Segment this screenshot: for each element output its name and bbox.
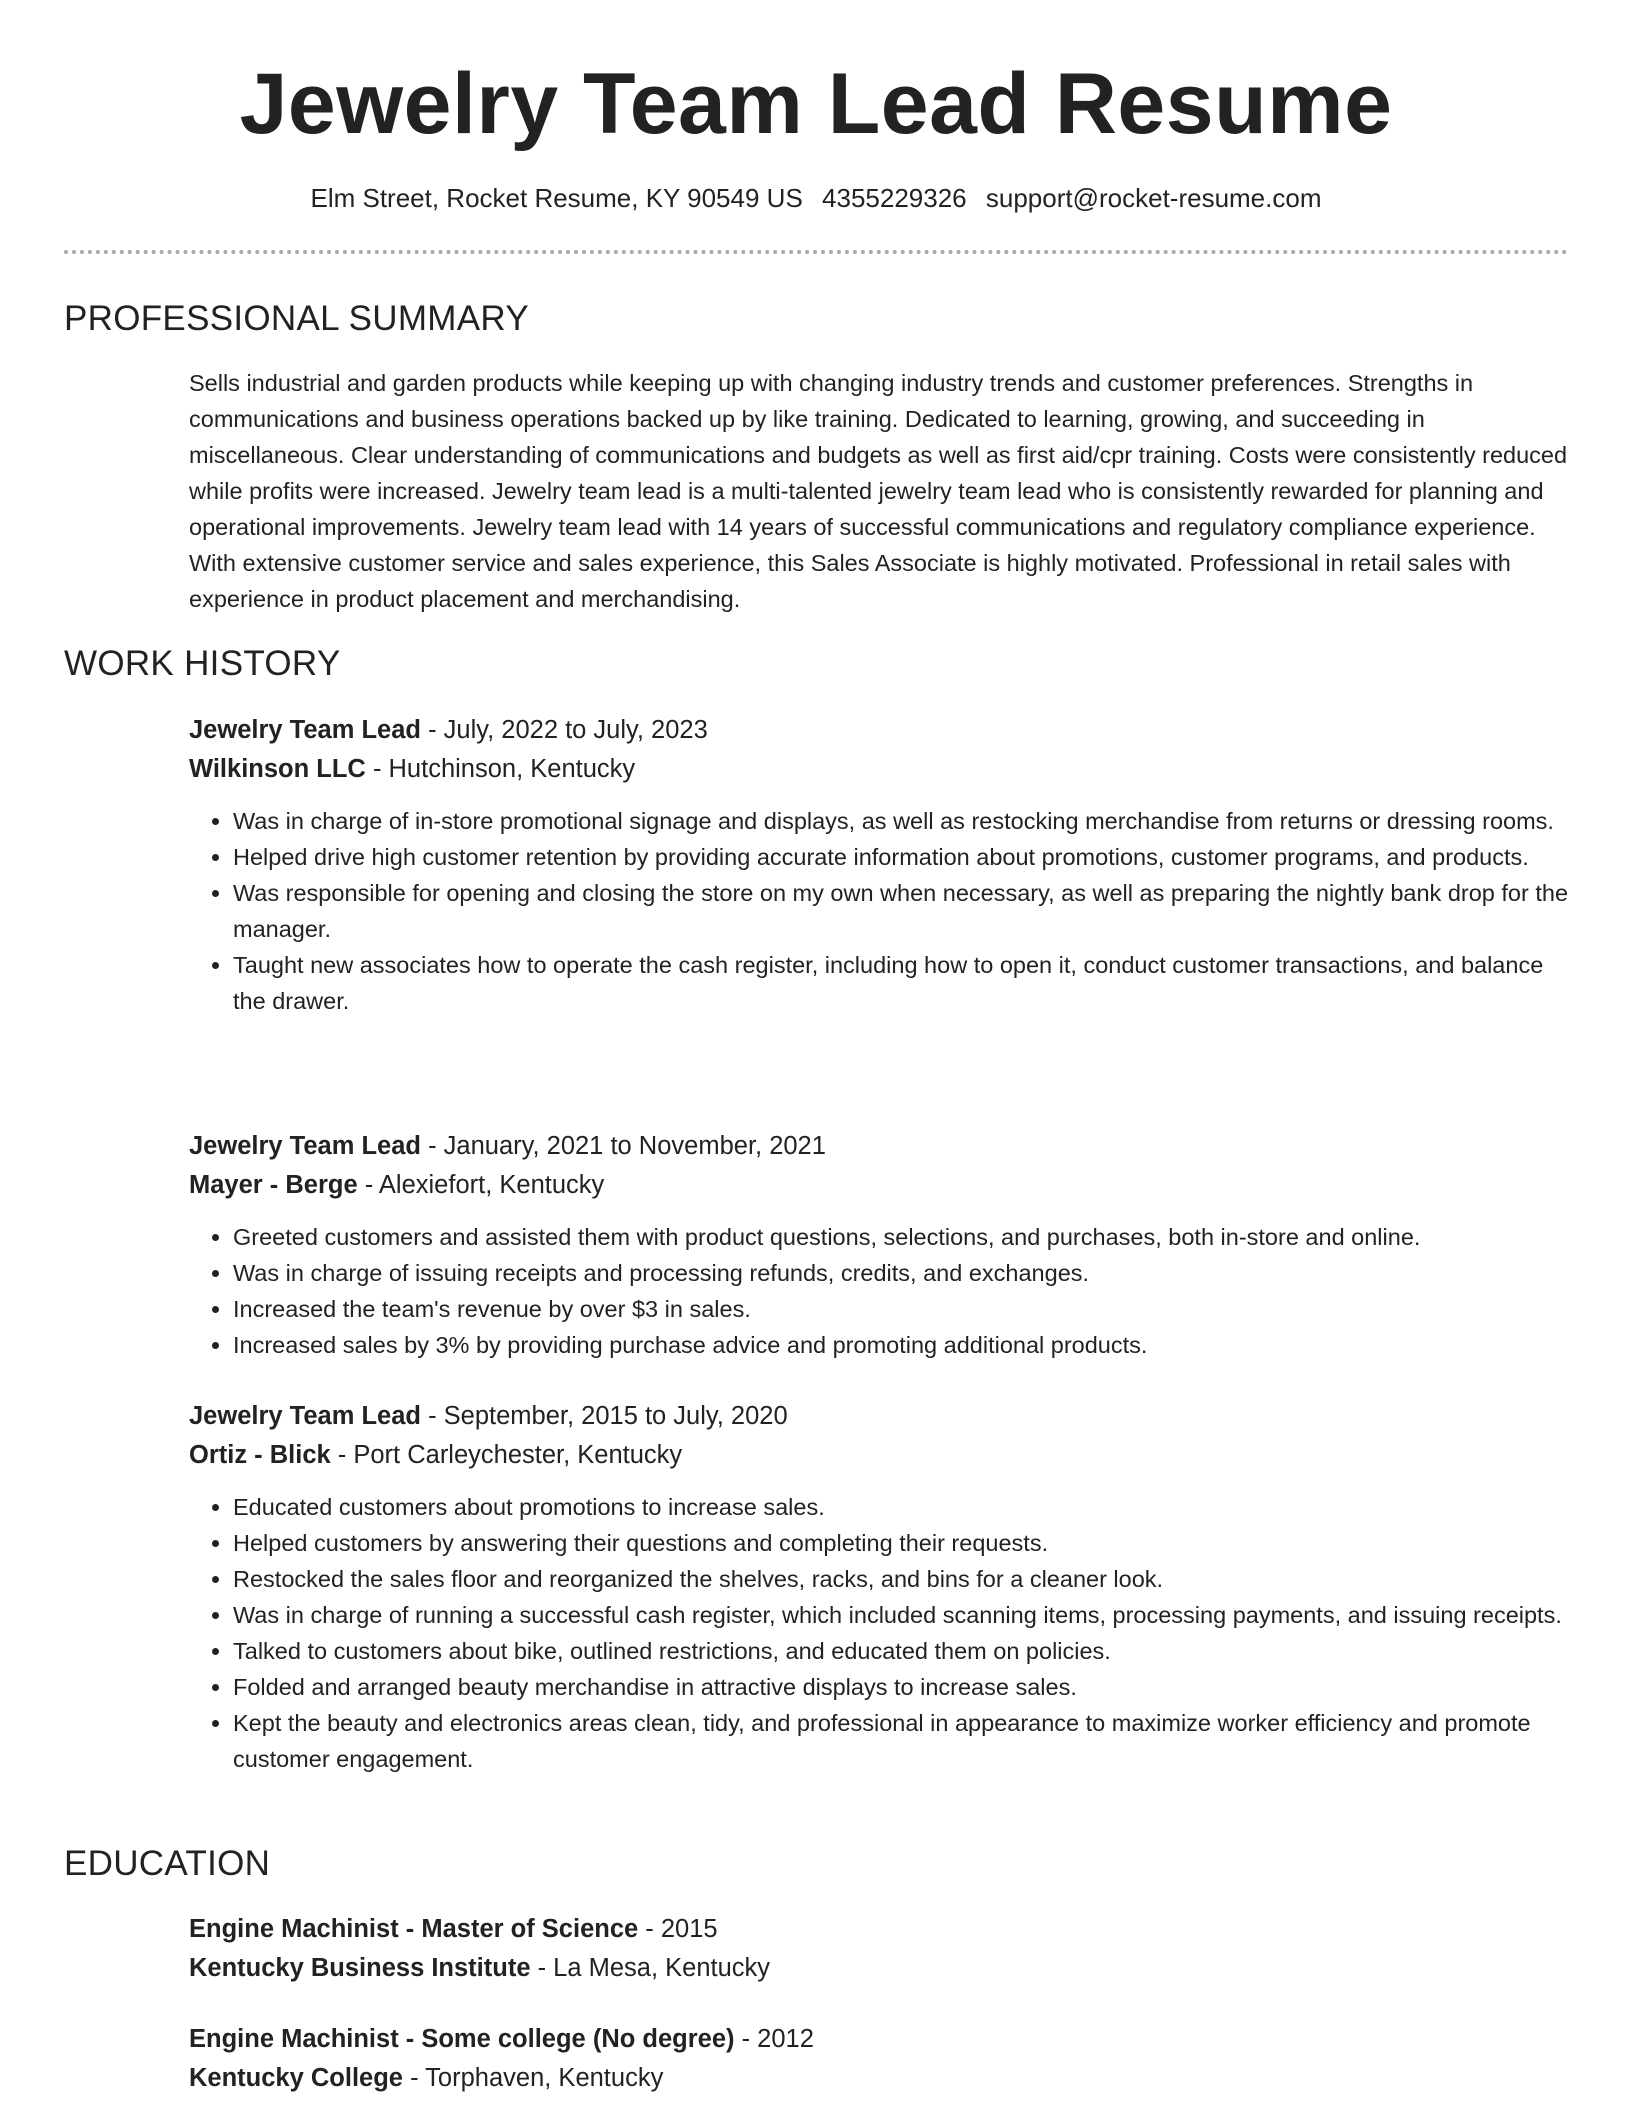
education-location: - Torphaven, Kentucky [402,2064,664,2092]
job-company-line [189,1166,1569,1205]
work-history-heading: WORK HISTORY [64,644,341,683]
job-title-line [189,1127,1569,1166]
job-bullets [189,1489,1569,1777]
summary-text: Sells industrial and garden products while keeping up with changing industry trends and customer preferences. Strengths in communications and business operations backed up by like training. Dedicated to learning, growing, and succeeding in miscellaneous. Clear understanding of communications and budgets as well as first aid/cpr training. Costs were consistently reduced while profits were increased. Jewelry team lead is a multi-talented jewelry team lead who is consistently rewarded for planning and operational improvements. Jewelry team lead with 14 years of successful communications and regulatory compliance experience. With extensive customer service and sales experience, this Sales Associate is highly motivated. Professional in retail sales with experience in product placement and merchandising. [189,370,1568,612]
list-item: • Increased sales by 3% by providing purchase advice and promoting additional products. [233,1327,1569,1363]
job-location: - Hutchinson, Kentucky [365,755,636,783]
education-year: - 2012 [734,2025,814,2053]
education-school-line [189,2059,1569,2098]
list-item: • Increased the team's revenue by over $3 in sales. [233,1291,1569,1327]
job-entry [189,1397,1569,1777]
education-school-line [189,1949,1569,1988]
education-heading: EDUCATION [64,1844,271,1883]
list-item: • Folded and arranged beauty merchandise in attractive displays to increase sales. [233,1669,1569,1705]
education-year: - 2015 [638,1915,718,1943]
job-location: - Alexiefort, Kentucky [357,1171,605,1199]
list-item: • Was in charge of in-store promotional signage and displays, as well as restocking merchandise from returns or dressing rooms. [233,803,1569,839]
education-location: - La Mesa, Kentucky [530,1954,771,1982]
education-degree-line [189,1910,1569,1949]
list-item: • Was in charge of running a successful cash register, which included scanning items, processing payments, and issuing receipts. [233,1597,1569,1633]
list-item: • Talked to customers about bike, outlined restrictions, and educated them on policies. [233,1633,1569,1669]
list-item: • Kept the beauty and electronics areas clean, tidy, and professional in appearance to maximize worker efficiency and promote customer engagement. [233,1705,1569,1777]
education-entry [189,1910,1569,1988]
list-item: • Was responsible for opening and closing the store on my own when necessary, as well as preparing the nightly bank drop for the manager. [233,875,1569,947]
job-location: - Port Carleychester, Kentucky [330,1441,683,1469]
education-school: Kentucky College [189,2064,403,2092]
resume-title: Jewelry Team Lead Resume [239,56,1393,152]
list-item: • Restocked the sales floor and reorganized the shelves, racks, and bins for a cleaner look. [233,1561,1569,1597]
job-title-line [189,711,1569,750]
job-dates: - September, 2015 to July, 2020 [420,1402,788,1430]
job-entry [189,1127,1569,1363]
job-company-line [189,1436,1569,1475]
job-bullets [189,1219,1569,1363]
list-item: • Greeted customers and assisted them with product questions, selections, and purchases, both in-store and online. [233,1219,1569,1255]
education-degree: Engine Machinist - Some college (No degree) [189,2025,735,2053]
contact-line [0,180,1632,216]
education-school: Kentucky Business Institute [189,1954,531,1982]
education-degree: Engine Machinist - Master of Science [189,1915,639,1943]
job-company-line [189,750,1569,789]
education-entry [189,2020,1569,2098]
list-item: • Taught new associates how to operate the cash register, including how to open it, conduct customer transactions, and balance the drawer. [233,947,1569,1019]
job-title-line [189,1397,1569,1436]
job-company: Mayer - Berge [189,1171,358,1199]
contact-email: support@rocket-resume.com [985,183,1322,213]
list-item: • Helped drive high customer retention by providing accurate information about promotions, customer programs, and products. [233,839,1569,875]
job-title: Jewelry Team Lead [189,716,421,744]
job-company: Ortiz - Blick [189,1441,331,1469]
job-dates: - July, 2022 to July, 2023 [420,716,708,744]
job-title: Jewelry Team Lead [189,1402,421,1430]
list-item: • Was in charge of issuing receipts and processing refunds, credits, and exchanges. [233,1255,1569,1291]
contact-phone: 4355229326 [822,183,967,213]
job-bullets [189,803,1569,1019]
job-title: Jewelry Team Lead [189,1132,421,1160]
header-divider [64,250,1568,254]
summary-heading: PROFESSIONAL SUMMARY [64,299,529,338]
job-entry [189,711,1569,1019]
contact-address: Elm Street, Rocket Resume, KY 90549 US [310,183,803,213]
education-degree-line [189,2020,1569,2059]
job-dates: - January, 2021 to November, 2021 [420,1132,826,1160]
job-company: Wilkinson LLC [189,755,366,783]
list-item: • Educated customers about promotions to increase sales. [233,1489,1569,1525]
list-item: • Helped customers by answering their questions and completing their requests. [233,1525,1569,1561]
